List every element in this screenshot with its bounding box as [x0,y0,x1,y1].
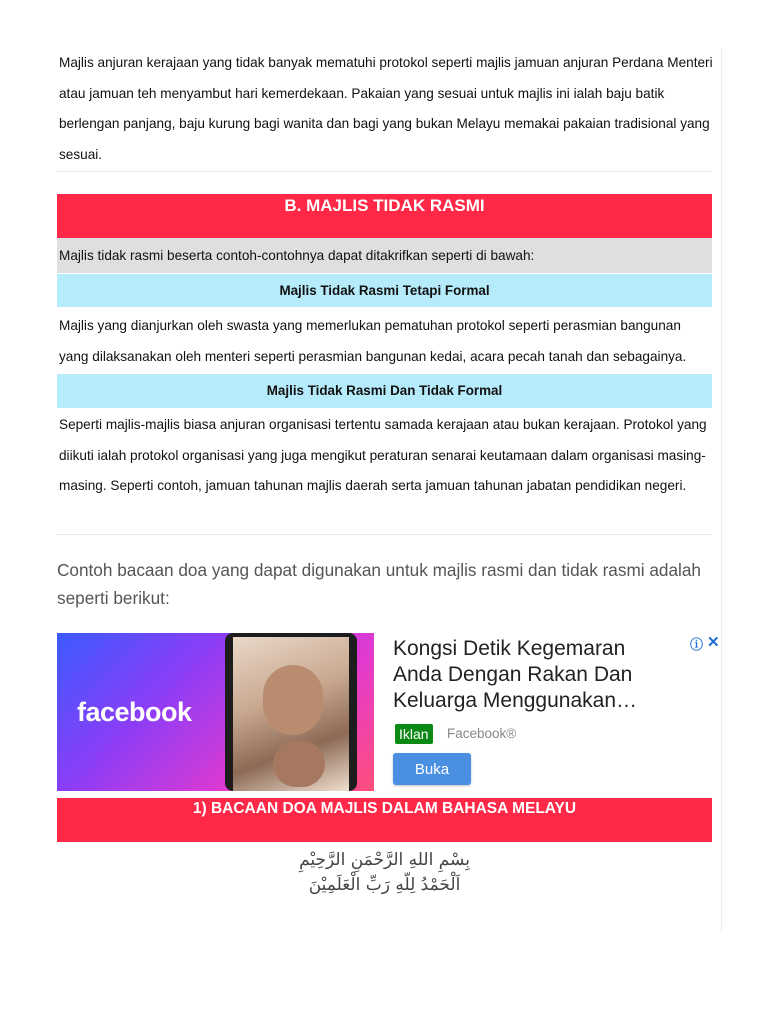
photo [233,637,349,791]
ad-image[interactable] [57,633,374,791]
facebook-logo: facebook [77,697,192,727]
sub2-paragraph: Seperti majlis-majlis biasa anjuran organisasi tertentu samada kerajaan atau bukan kerajaan. Protokol yang diikuti ialah protokol organisasi yang juga mengikut peraturan senarai keutamaan dalam organisasi masing-masing. Seperti contoh, jamuan tahunan majlis daerah serta jamuan tahunan jabatan pendidikan negeri. [59,417,707,493]
ad-badge: Iklan [395,724,433,744]
doa-intro-text: Contoh bacaan doa yang dapat digunakan untuk majlis rasmi dan tidak rasmi adalah seperti berikut: [57,560,701,608]
ad-close-icon[interactable]: ✕ [707,634,720,651]
ad-info-icon[interactable]: ⓘ [690,637,704,652]
advertisement[interactable] [57,633,721,793]
sub1-paragraph: Majlis yang dianjurkan oleh swasta yang memerlukan pematuhan protokol seperti perasmian bangunan yang dilaksanakan oleh menteri seperti perasmian bangunan kedai, acara pecah tanah dan sebagainya. [59,318,687,364]
ad-title[interactable]: Kongsi Detik Kegemaran Anda Dengan Rakan Dan Keluarga Menggunakan… [393,637,638,712]
divider [56,171,712,172]
formal-paragraph: Majlis anjuran kerajaan yang tidak banyak mematuhi protokol seperti majlis jamuan anjuran Perdana Menteri atau jamuan teh menyambut hari kemerdekaan. Pakaian yang sesuai untuk majlis ini ialah baju batik berlengan panjang, baju kurung bagi wanita dan bagi yang bukan Melayu memakai pakaian tradisional yang sesuai. [59,55,713,162]
subheading-informal: Majlis Tidak Rasmi Dan Tidak Formal [57,374,712,408]
section-b-intro: Majlis tidak rasmi beserta contoh-contohnya dapat ditakrifkan seperti di bawah: [57,238,712,273]
ad-open-button[interactable]: Buka [393,753,471,785]
ad-sponsor: Facebook® [447,726,517,741]
divider [56,534,712,535]
arabic-line-1: بِسْمِ اللهِ الرَّحْمَنِ الرَّحِيْمِ [299,850,470,870]
page-right-edge [721,48,722,933]
section-b-heading-text: B. MAJLIS TIDAK RASMI [284,196,485,215]
photo-person [263,665,323,735]
section-b-heading [57,194,712,238]
doa-heading [57,798,712,842]
arabic-line-2: اَلْحَمْدُ لِلّهِ رَبِّ الْعَلَمِيْنَ [308,875,461,895]
doa-heading-text: 1) BACAAN DOA MAJLIS DALAM BAHASA MELAYU [192,800,577,817]
phone-image [225,633,357,791]
subheading-formal: Majlis Tidak Rasmi Tetapi Formal [57,274,712,307]
photo-child [273,741,325,787]
